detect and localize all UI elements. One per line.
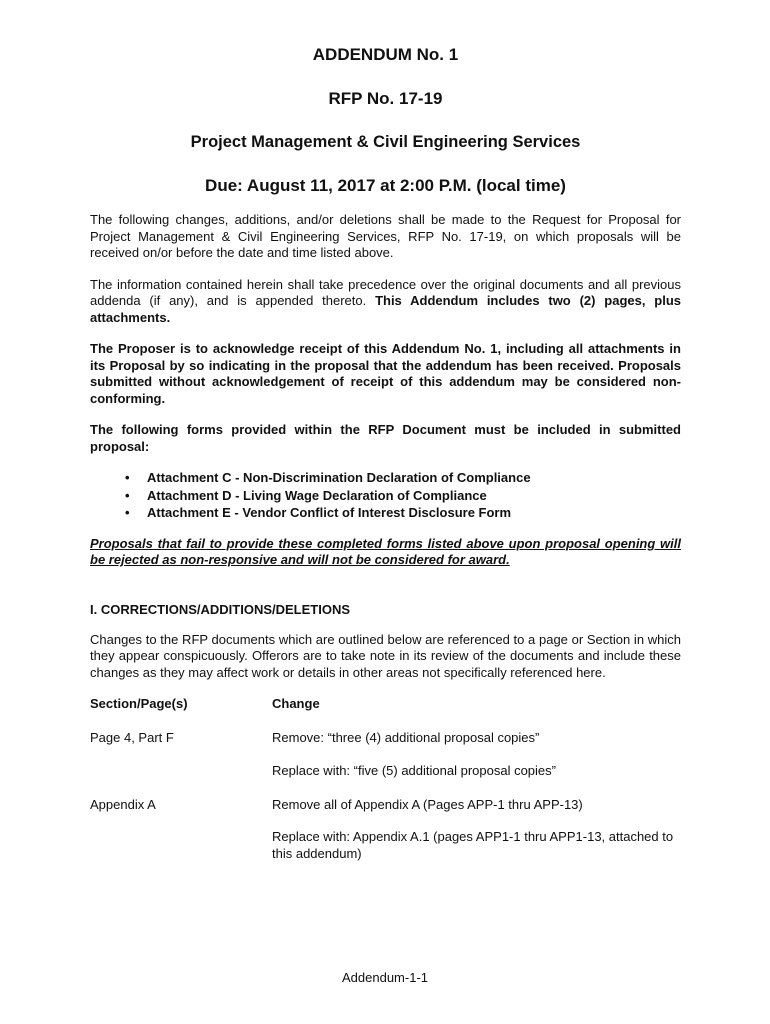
list-item xyxy=(125,469,681,487)
attachment-label: Attachment D - Living Wage Declaration of Compliance xyxy=(147,487,487,503)
warning-notice: Proposals that fail to provide these completed forms listed above upon proposal opening will be rejected as non-responsive and will not be considered for award. xyxy=(90,535,681,567)
addendum-title: ADDENDUM No. 1 xyxy=(312,45,459,64)
row-change: Replace with: Appendix A.1 (pages APP1-1 thru APP1-13, attached to this addendum) xyxy=(272,829,674,861)
due-date: Due: August 11, 2017 at 2:00 P.M. (local time) xyxy=(205,176,566,195)
table-header xyxy=(90,696,681,713)
rfp-number: RFP No. 17-19 xyxy=(328,89,443,108)
table-row xyxy=(90,797,681,814)
row-change: Replace with: “five (5) additional proposal copies” xyxy=(272,763,556,778)
section-heading: I. CORRECTIONS/ADDITIONS/DELETIONS xyxy=(90,601,351,617)
bullet-icon: • xyxy=(125,487,130,503)
list-item xyxy=(125,504,681,522)
row-section xyxy=(90,763,272,780)
precedence-bold: This Addendum includes two (2) pages, plus attachments. xyxy=(90,293,681,325)
acknowledge-paragraph: The Proposer is to acknowledge receipt of this Addendum No. 1, including all attachments in its Proposal by so indicating in the proposal that the addendum has been received. Proposals submitted without acknowledgement of receipt of this addendum may be considered non-conforming. xyxy=(90,341,681,406)
bullet-icon: • xyxy=(125,505,130,520)
bullet-icon: • xyxy=(125,470,130,485)
column-header-section: Section/Page(s) xyxy=(90,696,188,711)
row-section: Appendix A xyxy=(90,796,156,812)
attachment-label: Attachment C - Non-Discrimination Declaration of Compliance xyxy=(147,470,531,485)
project-title: Project Management & Civil Engineering Services xyxy=(190,133,581,151)
page-footer: Addendum-1-1 xyxy=(342,970,428,985)
intro-paragraph: The following changes, additions, and/or deletions shall be made to the Request for Proposal for Project Management & Civil Engineering Services, RFP No. 17-19, on which proposals will be received on/or before the date and time listed above. xyxy=(90,212,681,260)
forms-intro: The following forms provided within the RFP Document must be included in submitted proposal: xyxy=(90,422,681,454)
table-row xyxy=(90,829,681,862)
list-item xyxy=(125,487,681,505)
attachment-label: Attachment E - Vendor Conflict of Interest Disclosure Form xyxy=(147,505,512,520)
row-change: Remove all of Appendix A (Pages APP-1 thru APP-13) xyxy=(272,796,583,812)
row-section xyxy=(90,829,272,862)
row-section: Page 4, Part F xyxy=(90,729,174,745)
table-row xyxy=(90,730,681,747)
changes-table xyxy=(90,696,681,862)
column-header-change: Change xyxy=(272,696,320,711)
precedence-text: The information contained herein shall take precedence over the original documents and all previous addenda (if any), and is appended thereto. xyxy=(90,276,681,308)
attachment-list xyxy=(90,469,681,522)
changes-intro: Changes to the RFP documents which are outlined below are referenced to a page or Section in which they appear conspicuously. Offerors are to take note in its review of the documents and include these changes as they may affect work or details in other areas not specifically referenced here. xyxy=(90,631,681,680)
row-change: Remove: “three (4) additional proposal copies” xyxy=(272,729,540,745)
table-row xyxy=(90,763,681,780)
precedence-paragraph xyxy=(90,277,681,327)
